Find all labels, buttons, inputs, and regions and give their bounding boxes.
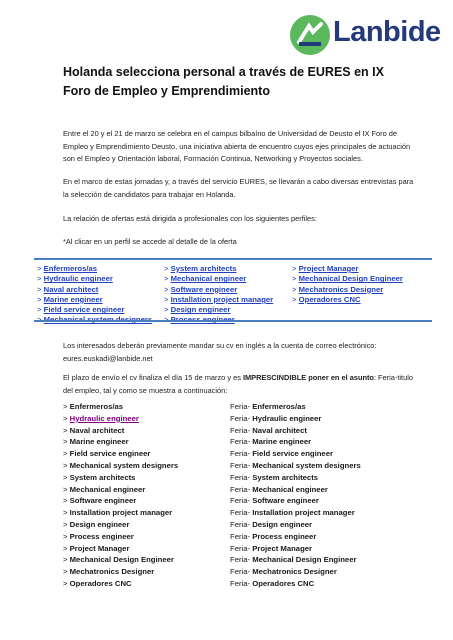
profile-link-item: [37, 295, 152, 305]
profile-cell-label: Operadores CNC: [69, 578, 132, 588]
profile-link-prefix: >: [164, 284, 171, 294]
profile-link-item: [292, 274, 403, 284]
profile-cell-label: System architects: [69, 472, 136, 482]
profile-link[interactable]: Project Manager: [298, 264, 359, 273]
profile-link-prefix: >: [37, 274, 44, 284]
subject-cell-label: Mechanical Design Engineer: [252, 555, 357, 565]
profile-link[interactable]: Marine engineer: [43, 294, 103, 304]
profile-cell: [63, 473, 135, 482]
feria-prefix: Feria-: [230, 402, 253, 411]
subject-cell: [230, 520, 312, 529]
profile-link-prefix: >: [164, 274, 171, 284]
profile-link-prefix: >: [164, 305, 171, 315]
subject-cell: [230, 579, 314, 588]
feria-prefix: Feria-: [230, 472, 253, 482]
intro-paragraph-3: La relación de ofertas está dirigida a profesionales con los siguientes perfiles:: [63, 214, 317, 223]
outro-paragraph-2-bold: IMPRESCINDIBLE poner en el asunto: [242, 373, 374, 382]
profile-cell: [63, 449, 150, 458]
subject-cell-label: Naval architect: [252, 425, 307, 435]
profile-link-item: [37, 274, 152, 284]
intro-paragraph-2: En el marco de estas jornadas y, a través del servicio EURES, se llevarán a cabo diversas entrevistas para la selección de candidatos para trabajar en Holanda.: [63, 177, 414, 199]
feria-prefix: Feria-: [230, 496, 253, 506]
profile-link[interactable]: Field service engineer: [43, 305, 125, 315]
profile-link-item: [37, 285, 152, 295]
profile-link-item: [37, 305, 152, 315]
page-title: Holanda selecciona personal a través de EURES en IX Foro de Empleo y Emprendimiento: [63, 65, 384, 98]
profile-cell: [63, 555, 174, 564]
profile-cell-prefix: >: [63, 567, 70, 577]
subject-cell-label: Mechatronics Designer: [252, 567, 337, 577]
feria-prefix: Feria-: [230, 484, 253, 494]
profile-link[interactable]: Hydraulic engineer: [43, 274, 113, 284]
feria-prefix: Feria-: [230, 460, 253, 470]
profile-link-prefix: >: [164, 294, 171, 304]
profile-link-prefix: >: [292, 294, 299, 304]
profile-cell-prefix: >: [63, 425, 70, 435]
subject-cell-label: Marine engineer: [252, 437, 312, 447]
subject-cell-label: Operadores CNC: [252, 578, 315, 588]
subject-cell: [230, 555, 356, 564]
profile-cell-label: Mechanical system designers: [69, 460, 179, 470]
profile-cell-label: Marine engineer: [69, 437, 129, 447]
profile-link[interactable]: Enfermeros/as: [43, 264, 98, 273]
profile-cell: [63, 402, 123, 411]
profile-cell-label: Mechanical engineer: [69, 484, 146, 494]
profile-cell-prefix: >: [63, 402, 70, 411]
lanbide-logo-icon: [289, 14, 331, 56]
outro-paragraph-2-end: : Feria-titulo del empleo, tal y como se muestra a continuación:: [63, 373, 413, 395]
feria-prefix: Feria-: [230, 425, 253, 435]
profile-cell-label: Enfermeros/as: [69, 402, 124, 411]
subject-cell: [230, 544, 312, 553]
profile-cell: [63, 520, 129, 529]
profile-cell-prefix: >: [63, 531, 70, 541]
feria-prefix: Feria-: [230, 578, 253, 588]
profile-link-item: [292, 295, 403, 305]
profile-link-item: [164, 274, 273, 284]
profile-cell: [63, 508, 172, 517]
profile-cell: [63, 461, 178, 470]
profile-cell-label[interactable]: Hydraulic engineer: [69, 413, 139, 423]
profile-cell-prefix: >: [63, 519, 70, 529]
profile-cell-prefix: >: [63, 555, 70, 565]
subject-cell: [230, 567, 337, 576]
profile-link[interactable]: System architects: [170, 264, 237, 273]
profile-cell-prefix: >: [63, 449, 70, 459]
subject-cell: [230, 485, 328, 494]
subject-cell-label: Mechanical system designers: [252, 460, 361, 470]
profile-cell-prefix: >: [63, 437, 70, 447]
profile-cell: [63, 426, 124, 435]
subject-cell-label: Installation project manager: [252, 508, 355, 518]
profile-link[interactable]: Mechatronics Designer: [298, 284, 384, 294]
profile-link-prefix: >: [292, 274, 299, 284]
subject-cell-label: System architects: [252, 472, 319, 482]
profile-cell-label: Process engineer: [69, 531, 134, 541]
profile-link-item: [164, 285, 273, 295]
feria-prefix: Feria-: [230, 413, 253, 423]
profile-cell-prefix: >: [63, 543, 70, 553]
profile-cell: [63, 567, 154, 576]
profile-cell-label: Mechanical Design Engineer: [69, 555, 174, 565]
subject-cell-label: Process engineer: [252, 531, 317, 541]
feria-prefix: Feria-: [230, 531, 253, 541]
profile-cell-label: Naval architect: [69, 425, 125, 435]
subject-cell: [230, 402, 306, 411]
profile-link[interactable]: Naval architect: [43, 284, 99, 294]
subject-cell-label: Hydraulic engineer: [252, 413, 322, 423]
subject-cell: [230, 461, 361, 470]
profile-cell-label: Field service engineer: [69, 449, 151, 459]
profile-link-item: [164, 264, 273, 274]
outro-paragraph-2-start: El plazo de envío el cv finaliza el día 15 de marzo y es: [63, 373, 243, 382]
profile-link[interactable]: Design engineer: [170, 305, 231, 315]
profile-link-item: [164, 295, 273, 305]
subject-cell-label: Enfermeros/as: [252, 402, 306, 411]
profile-link-item: [292, 285, 403, 295]
subject-cell: [230, 532, 316, 541]
feria-prefix: Feria-: [230, 543, 253, 553]
profile-cell-prefix: >: [63, 496, 70, 506]
profile-column-2: [164, 264, 273, 326]
profile-cell-prefix: >: [63, 484, 70, 494]
profile-link-prefix: >: [37, 305, 44, 315]
profile-link-prefix: >: [164, 264, 171, 273]
feria-prefix: Feria-: [230, 555, 253, 565]
profile-link-item: [292, 264, 403, 274]
profile-cell: [63, 485, 145, 494]
profile-link-prefix: >: [37, 264, 44, 273]
feria-prefix: Feria-: [230, 519, 253, 529]
feria-prefix: Feria-: [230, 567, 253, 577]
logo-text: Lanbide: [333, 16, 441, 48]
bottom-divider: [34, 320, 432, 322]
profile-cell-label: Design engineer: [69, 519, 130, 529]
profile-link-prefix: >: [37, 284, 44, 294]
profile-column-3: [292, 264, 403, 305]
subject-cell-label: Mechanical engineer: [252, 484, 328, 494]
profile-link[interactable]: Software engineer: [170, 284, 238, 294]
top-divider: [34, 258, 432, 260]
feria-prefix: Feria-: [230, 437, 253, 447]
profile-link-item: [164, 305, 273, 315]
profile-cell-prefix: >: [63, 413, 70, 423]
subject-cell-label: Field service engineer: [252, 449, 333, 459]
intro-paragraph-4: *Al clicar en un perfil se accede al detalle de la oferta: [63, 237, 237, 246]
profile-cell-label: Installation project manager: [69, 508, 173, 518]
feria-prefix: Feria-: [230, 508, 253, 518]
subject-cell: [230, 449, 333, 458]
profile-link[interactable]: Installation project manager: [170, 294, 274, 304]
profile-link-prefix: >: [37, 294, 44, 304]
profile-link[interactable]: Mechanical Design Engineer: [298, 274, 403, 284]
subject-cell-label: Software engineer: [252, 496, 319, 506]
outro-paragraph-1: Los interesados deberán previamente mandar su cv en inglés a la cuenta de correo electrónico: eures.euskadi@lanbide.net: [63, 341, 377, 363]
subject-cell-label: Design engineer: [252, 519, 313, 529]
lanbide-logo: [289, 12, 445, 58]
profile-column-1: [37, 264, 152, 326]
profile-cell-prefix: >: [63, 472, 70, 482]
profile-link-prefix: >: [292, 264, 299, 273]
profile-cell: [63, 544, 129, 553]
profile-link[interactable]: Operadores CNC: [298, 294, 361, 304]
profile-cell-prefix: >: [63, 578, 70, 588]
profile-cell: [63, 579, 132, 588]
subject-cell: [230, 496, 319, 505]
subject-cell: [230, 508, 355, 517]
profile-cell: [63, 437, 129, 446]
profile-cell: [63, 496, 136, 505]
profile-cell-label: Project Manager: [69, 543, 130, 553]
subject-cell: [230, 426, 307, 435]
subject-cell: [230, 473, 318, 482]
profile-link-prefix: >: [292, 284, 299, 294]
subject-cell: [230, 414, 321, 423]
profile-cell-prefix: >: [63, 460, 70, 470]
profile-cell-label: Software engineer: [69, 496, 137, 506]
outro-paragraph-2: [63, 372, 418, 397]
profile-cell: [63, 532, 134, 541]
subject-cell-label: Project Manager: [252, 543, 313, 553]
profile-cell-prefix: >: [63, 508, 70, 518]
profile-cell: [63, 414, 139, 423]
subject-cell: [230, 437, 311, 446]
intro-paragraph-1: Entre el 20 y el 21 de marzo se celebra en el campus bilbaíno de Universidad de Deusto el IX Foro de Empleo y Emprendimiento Deusto, una iniciativa abierta de encuentro cuyos ejes principales de actuación son el Empleo y Orientación laboral, Formación Continua, Networking y Proyectos sociales.: [63, 129, 411, 163]
profile-link[interactable]: Mechanical engineer: [170, 274, 247, 284]
feria-prefix: Feria-: [230, 449, 253, 459]
profile-link-item: [37, 264, 152, 274]
profile-cell-label: Mechatronics Designer: [69, 567, 155, 577]
